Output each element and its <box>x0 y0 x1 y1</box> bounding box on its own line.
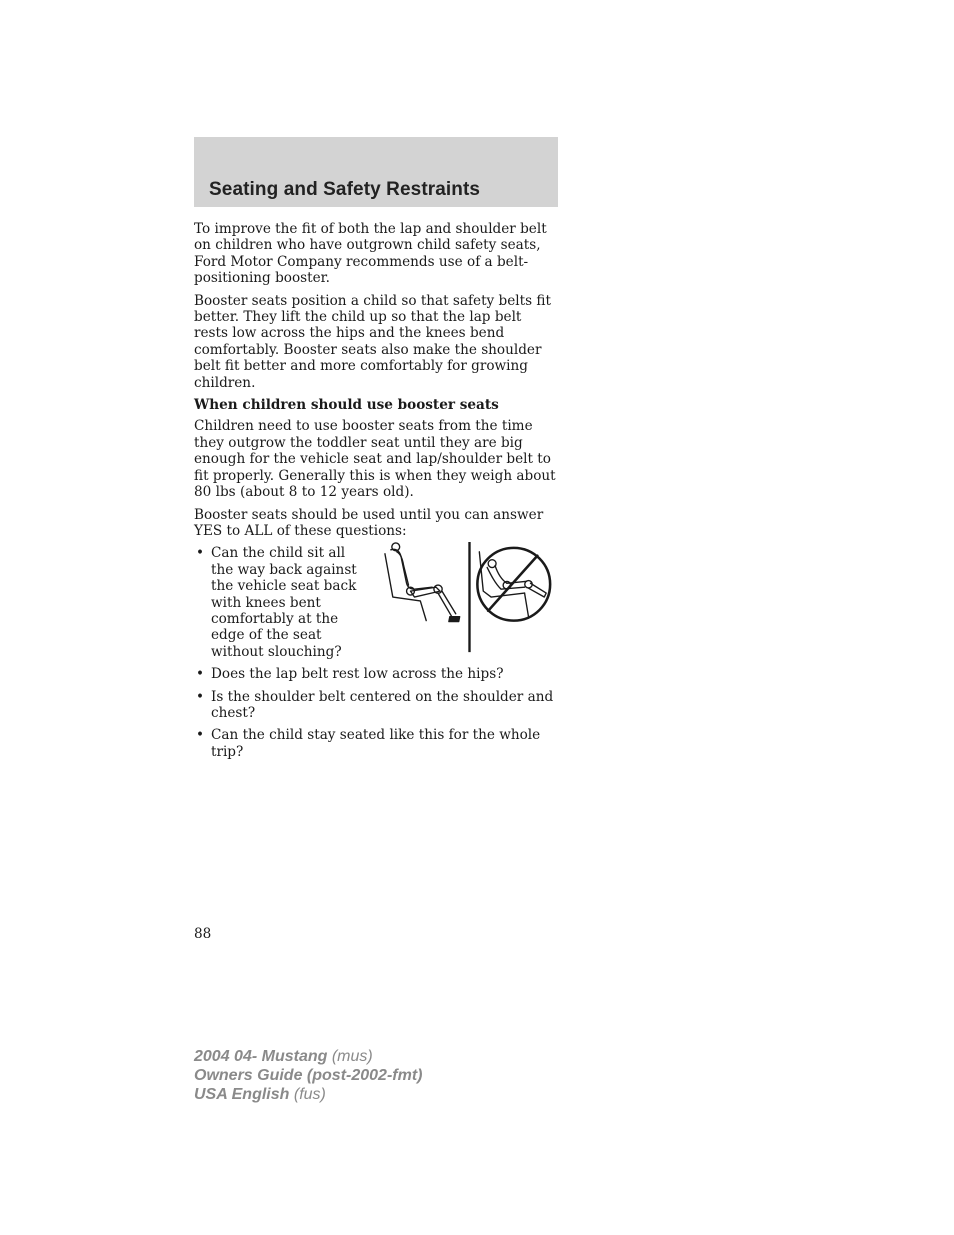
section-header <box>194 137 558 207</box>
question-list <box>194 545 558 760</box>
correct-seating-figure <box>385 543 460 622</box>
list-item-text: Is the shoulder belt centered on the shoulder and chest? <box>211 688 554 721</box>
footer-model: 2004 04- Mustang <box>194 1048 328 1065</box>
bullet-dot: • <box>196 688 205 705</box>
list-item <box>194 689 558 722</box>
footer-model-code: (mus) <box>331 1048 373 1065</box>
bullet-dot: • <box>196 727 205 744</box>
footer-line-3 <box>194 1085 422 1104</box>
body-content <box>194 221 558 766</box>
bullet-dot: • <box>196 666 205 683</box>
list-item <box>194 727 558 760</box>
page-number: 88 <box>194 926 212 942</box>
paragraph-when: Children need to use booster seats from the time they outgrow the toddler seat until they are big enough for the vehicle seat and lap/shoulder belt to fit properly. Generally this is when they weigh about 80 lbs (about 8 to 12 years old). <box>194 418 556 501</box>
document-footer <box>194 1047 422 1104</box>
subheading: When children should use booster seats <box>194 397 499 414</box>
footer-language-code: (fus) <box>293 1086 326 1103</box>
list-item <box>194 666 558 682</box>
section-title: Seating and Safety Restraints <box>209 179 481 200</box>
footer-language: USA English <box>194 1086 290 1103</box>
list-item-text: Can the child stay seated like this for the whole trip? <box>211 727 541 760</box>
paragraph-intro: To improve the fit of both the lap and shoulder belt on children who have outgrown child safety seats, Ford Motor Company recommends use of a belt-positioning booster. <box>194 221 547 287</box>
footer-line-1 <box>194 1047 422 1066</box>
paragraph-booster-position: Booster seats position a child so that safety belts fit better. They lift the child up so that the lap belt rests low across the hips and the knees bend comfortably. Booster seats also make the shoulder belt fit better and more comfortably for growing children. <box>194 292 551 391</box>
footer-guide: Owners Guide (post-2002-fmt) <box>194 1067 423 1084</box>
footer-line-2 <box>194 1066 422 1085</box>
list-item-text: Does the lap belt rest low across the hips? <box>211 666 504 683</box>
incorrect-seating-figure <box>477 548 550 621</box>
booster-seat-illustration <box>381 541 558 656</box>
bullet-dot: • <box>196 545 205 562</box>
list-item-text: Can the child sit all the way back against the vehicle seat back with knees bent comfortably at the edge of the seat without slouching? <box>211 545 357 660</box>
paragraph-questions-intro: Booster seats should be used until you can answer YES to ALL of these questions: <box>194 506 544 539</box>
list-item <box>194 545 558 660</box>
